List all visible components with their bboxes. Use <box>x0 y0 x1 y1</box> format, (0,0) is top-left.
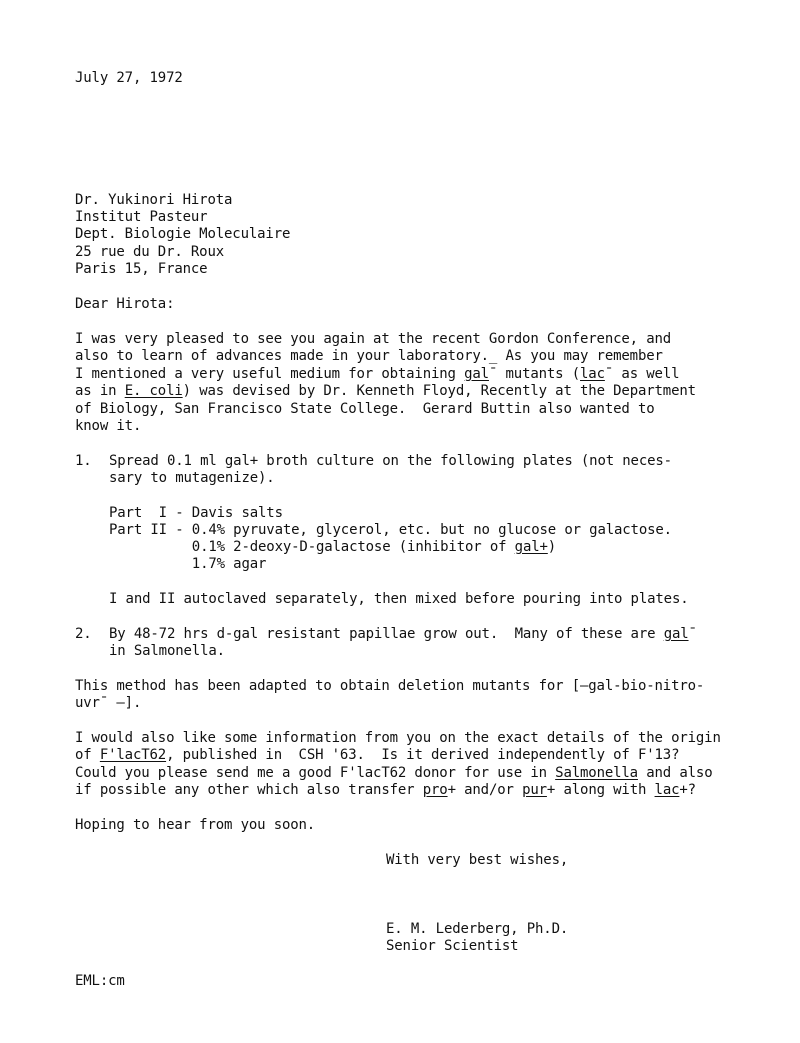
species-term: E. coli <box>124 383 183 399</box>
text-run: Could you please send me a good F'lacT62 donor for use in <box>75 765 556 781</box>
gene-term: pro <box>422 782 448 798</box>
letter-date: July 27, 1972 <box>75 70 183 86</box>
typist-initials: EML:cm <box>75 973 125 989</box>
item-number: 1. <box>75 453 92 469</box>
paragraph-line: also to learn of advances made in your laboratory._ As you may remember <box>75 348 663 364</box>
species-term: Salmonella <box>555 765 638 781</box>
item-number: 2. <box>75 626 92 642</box>
signature-title: Senior Scientist <box>386 938 519 954</box>
paragraph-line <box>75 383 696 400</box>
address-line: 25 rue du Dr. Roux <box>75 244 225 260</box>
text-run: ¯ <box>688 626 697 642</box>
gene-term: lac <box>654 782 680 798</box>
text-run: By 48-72 hrs d-gal resistant papillae grow out. Many of these are <box>109 626 664 642</box>
address-line: Institut Pasteur <box>75 209 208 225</box>
text-run: ¯ as well <box>604 366 680 382</box>
item-line <box>109 626 697 643</box>
gene-term: gal <box>464 366 489 382</box>
text-run: I mentioned a very useful medium for obtaining <box>75 366 465 382</box>
valediction: With very best wishes, <box>386 852 569 868</box>
address-line: Dr. Yukinori Hirota <box>75 192 233 208</box>
text-run: ¯ mutants ( <box>488 366 581 382</box>
paragraph-line <box>75 782 696 799</box>
gene-term: pur <box>522 782 547 798</box>
closing-line: Hoping to hear from you soon. <box>75 817 316 833</box>
text-run: +? <box>679 782 696 798</box>
item-line: Spread 0.1 ml gal+ broth culture on the following plates (not neces- <box>109 453 672 469</box>
text-run: of <box>75 747 100 763</box>
text-run: and also <box>637 765 713 781</box>
text-run: if possible any other which also transfer <box>75 782 423 798</box>
item-line: in Salmonella. <box>109 643 225 659</box>
paragraph-line <box>75 366 679 383</box>
item-line: I and II autoclaved separately, then mixed before pouring into plates. <box>109 591 689 607</box>
paragraph-line: uvr¯ —]. <box>75 695 142 711</box>
paragraph-line <box>75 765 712 782</box>
text-run: ) <box>547 539 557 555</box>
plasmid-term: F'lacT62 <box>99 747 167 763</box>
gene-term: gal <box>663 626 689 642</box>
paragraph-line: of Biology, San Francisco State College. Gerard Buttin also wanted to <box>75 401 655 417</box>
address-line: Dept. Biologie Moleculaire <box>75 226 291 242</box>
paragraph-line: This method has been adapted to obtain deletion mutants for [—gal-bio-nitro- <box>75 678 705 694</box>
address-line: Paris 15, France <box>75 261 208 277</box>
text-run: 0.1% 2-deoxy-D-galactose (inhibitor of <box>109 539 515 555</box>
text-run: + and/or <box>447 782 523 798</box>
medium-part-1: Part I - Davis salts <box>109 505 283 521</box>
paragraph-line: I would also like some information from you on the exact details of the origin <box>75 730 721 746</box>
text-run: + along with <box>546 782 655 798</box>
text-run: ) was devised by Dr. Kenneth Floyd, Recently at the Department <box>182 383 696 399</box>
text-run: , published in CSH '63. Is it derived independently of F'13? <box>166 747 680 763</box>
text-run: as in <box>75 383 125 399</box>
salutation: Dear Hirota: <box>75 296 175 312</box>
gene-term: gal+ <box>514 539 548 555</box>
gene-term: lac <box>580 366 605 382</box>
paragraph-line: know it. <box>75 418 142 434</box>
signature-name: E. M. Lederberg, Ph.D. <box>386 921 569 937</box>
paragraph-line <box>75 747 679 764</box>
medium-part-2-line <box>109 539 556 556</box>
paragraph-line: I was very pleased to see you again at the recent Gordon Conference, and <box>75 331 672 347</box>
medium-part-2-line: 1.7% agar <box>109 556 267 572</box>
medium-part-2: Part II - 0.4% pyruvate, glycerol, etc. but no glucose or galactose. <box>109 522 672 538</box>
item-line: sary to mutagenize). <box>109 470 275 486</box>
